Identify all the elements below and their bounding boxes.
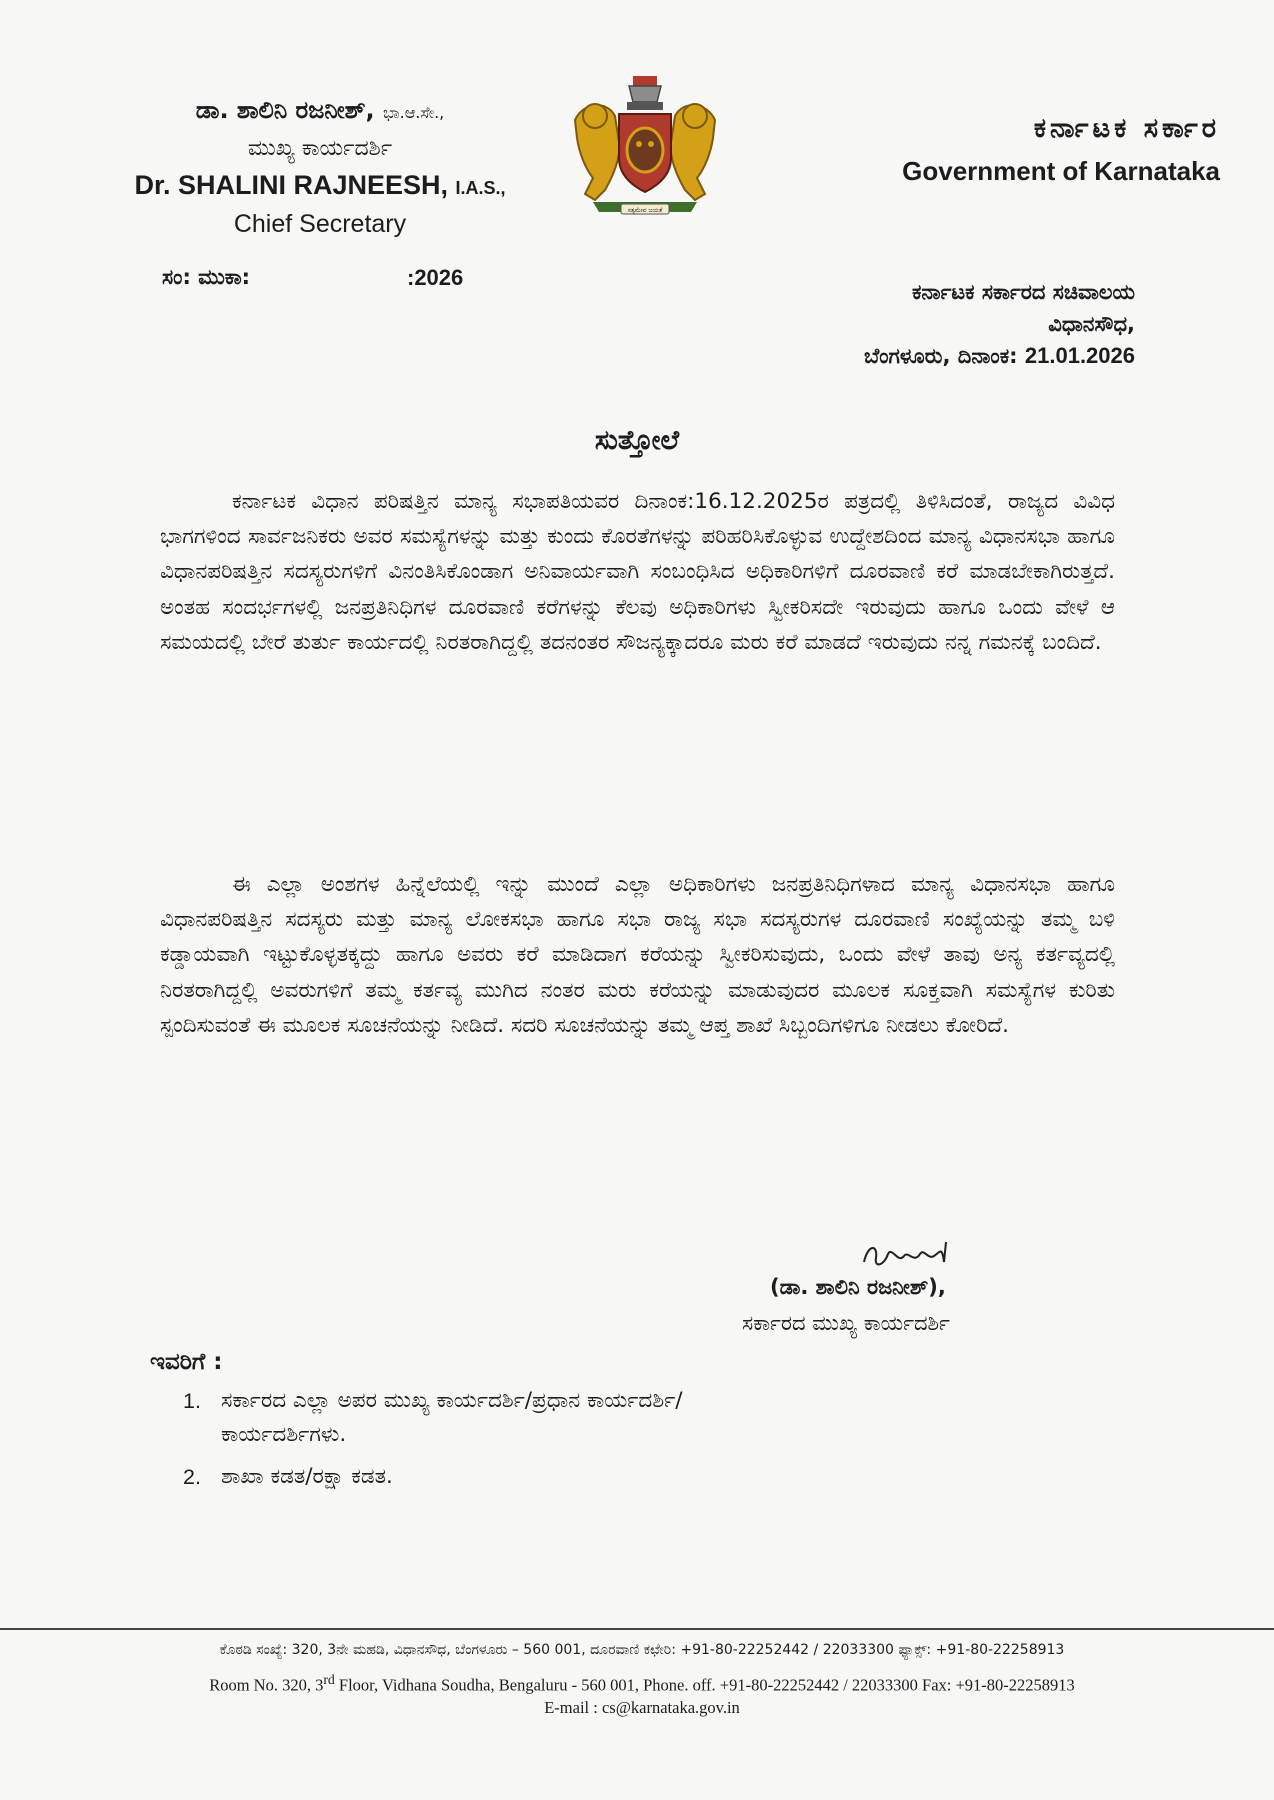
office-block (700, 276, 1135, 372)
officer-name-en: Dr. SHALINI RAJNEESH, I.A.S., (134, 170, 506, 200)
body-paragraph-2: ಈ ಎಲ್ಲಾ ಅಂಶಗಳ ಹಿನ್ನೆಲೆಯಲ್ಲಿ ಇನ್ನು ಮುಂದೆ ಎಲ್ಲಾ ಅಧಿಕಾರಿಗಳು ಜನಪ್ರತಿನಿಧಿಗಳಾದ ಮಾನ್ಯ ವಿಧಾನಸಭಾ ಹಾಗೂ ವಿಧಾನಪರಿಷತ್ತಿನ ಸದಸ್ಯರು ಮತ್ತು ಮಾನ್ಯ ಲೋಕಸಭಾ ಹಾಗೂ ಸಭಾ ರಾಜ್ಯ ಸಭಾ ಸದಸ್ಯರುಗಳ ದೂರವಾಣಿ ಸಂಖ್ಯೆಯನ್ನು ತಮ್ಮ ಬಳಿ ಕಡ್ಡಾಯವಾಗಿ ಇಟ್ಟುಕೊಳ್ಳತಕ್ಕದ್ದು ಹಾಗೂ ಅವರು ಕರೆ ಮಾಡಿದಾಗ ಕರೆಯನ್ನು ಸ್ವೀಕರಿಸುವುದು, ಒಂದು ವೇಳೆ ತಾವು ಅನ್ಯ ಕರ್ತವ್ಯದಲ್ಲಿ ನಿರತರಾಗಿದ್ದಲ್ಲಿ ಅವರುಗಳಿಗೆ ತಮ್ಮ ಕರ್ತವ್ಯ ಮುಗಿದ ನಂತರ ಮರು ಕರೆಯನ್ನು ಮಾಡುವುದರ ಮೂಲಕ ಸೂಕ್ತವಾಗಿ ಸಮಸ್ಯೆಗಳ ಕುರಿತು ಸ್ಪಂದಿಸುವಂತೆ ಈ ಮೂಲಕ ಸೂಚನೆಯನ್ನು ನೀಡಿದೆ. ಸದರಿ ಸೂಚನೆಯನ್ನು ತಮ್ಮ ಆಪ್ತ ಶಾಖೆ ಸಿಬ್ಬಂದಿಗಳಿಗೂ ನೀಡಲು ಕೋರಿದೆ. (160, 872, 1115, 1038)
government-kn: ಕರ್ನಾಟಕ ಸರ್ಕಾರ (1033, 113, 1220, 144)
footer-address-kn: ಕೊಠಡಿ ಸಂಖ್ಯೆ: 320, 3ನೇ ಮಹಡಿ, ವಿಧಾನಸೌಧ, ಬೆಂಗಳೂರು – 560 001, ದೂರವಾಣಿ ಕಛೇರಿ: +91-80-22252442 / 22033300 ಫ್ಯಾಕ್ಸ್: +91-80-22258913 (219, 1642, 1065, 1658)
document-title: ಸುತ್ತೋಲೆ (594, 425, 680, 456)
reference-number: :2026 (407, 265, 464, 290)
recipients-label: ಇವರಿಗೆ : (150, 1349, 223, 1375)
list-item: 1. ಸರ್ಕಾರದ ಎಲ್ಲಾ ಅಪರ ಮುಖ್ಯ ಕಾರ್ಯದರ್ಶಿ/ಪ್ರಧಾನ ಕಾರ್ಯದರ್ಶಿ/ (183, 1388, 683, 1413)
office-line-2: ವಿಧಾನಸೌಧ, (1048, 312, 1135, 336)
government-en: Government of Karnataka (902, 156, 1220, 186)
signatory-name: (ಡಾ. ಶಾಲಿನಿ ರಜನೀಶ್), (770, 1275, 946, 1299)
letterhead-right (840, 108, 1220, 192)
karnataka-emblem-icon (565, 72, 725, 220)
letterhead-left (100, 92, 540, 242)
officer-designation-kn: ಮುಖ್ಯ ಕಾರ್ಯದರ್ಶಿ (247, 136, 393, 161)
officer-designation-en: Chief Secretary (233, 210, 407, 238)
recipients-list (183, 1384, 1083, 1494)
list-item: 2. ಶಾಖಾ ಕಡತ/ರಕ್ಷಾ ಕಡತ. (183, 1464, 393, 1489)
signature-scrawl (858, 1236, 958, 1276)
office-date-line: ಬೆಂಗಳೂರು, ದಿನಾಂಕ: 21.01.2026 (864, 343, 1135, 368)
emblem-motto: ಸತ್ಯಮೇವ ಜಯತೆ (627, 207, 663, 214)
footer-email: E-mail : cs@karnataka.gov.in (544, 1698, 740, 1717)
body-paragraph-1: ಕರ್ನಾಟಕ ವಿಧಾನ ಪರಿಷತ್ತಿನ ಮಾನ್ಯ ಸಭಾಪತಿಯವರ ದಿನಾಂಕ:16.12.2025ರ ಪತ್ರದಲ್ಲಿ ತಿಳಿಸಿದಂತೆ, ರಾಜ್ಯದ ವಿವಿಧ ಭಾಗಗಳಿಂದ ಸಾರ್ವಜನಿಕರು ಅವರ ಸಮಸ್ಯೆಗಳನ್ನು ಮತ್ತು ಕುಂದು ಕೊರತೆಗಳನ್ನು ಪರಿಹರಿಸಿಕೊಳ್ಳುವ ಉದ್ದೇಶದಿಂದ ಮಾನ್ಯ ವಿಧಾನಸಭಾ ಹಾಗೂ ವಿಧಾನಪರಿಷತ್ತಿನ ಸದಸ್ಯರುಗಳಿಗೆ ವಿನಂತಿಸಿಕೊಂಡಾಗ ಅನಿವಾರ್ಯವಾಗಿ ಸಂಬಂಧಿಸಿದ ಅಧಿಕಾರಿಗಳಿಗೆ ದೂರವಾಣಿ ಕರೆ ಮಾಡಬೇಕಾಗಿರುತ್ತದೆ. ಅಂತಹ ಸಂದರ್ಭಗಳಲ್ಲಿ ಜನಪ್ರತಿನಿಧಿಗಳ ದೂರವಾಣಿ ಕರೆಗಳನ್ನು ಕೆಲವು ಅಧಿಕಾರಿಗಳು ಸ್ವೀಕರಿಸದೇ ಇರುವುದು ಹಾಗೂ ಒಂದು ವೇಳೆ ಆ ಸಮಯದಲ್ಲಿ ಬೇರೆ ತುರ್ತು ಕಾರ್ಯದಲ್ಲಿ ನಿರತರಾಗಿದ್ದಲ್ಲಿ ತದನಂತರ ಸೌಜನ್ಯಕ್ಕಾದರೂ ಮರು ಕರೆ ಮಾಡದೆ ಇರುವುದು ನನ್ನ ಗಮನಕ್ಕೆ ಬಂದಿದೆ. (160, 489, 1115, 655)
officer-name-kn: ಡಾ. ಶಾಲಿನಿ ರಜನೀಶ್, ಭಾ.ಆ.ಸೇ., (195, 96, 445, 124)
issue-date: 21.01.2026 (1024, 343, 1135, 368)
footer-divider (0, 1628, 1274, 1630)
signatory-designation: ಸರ್ಕಾರದ ಮುಖ್ಯ ಕಾರ್ಯದರ್ಶಿ (742, 1311, 950, 1335)
office-line-1: ಕರ್ನಾಟಕ ಸರ್ಕಾರದ ಸಚಿವಾಲಯ (911, 280, 1135, 304)
reference-label: ಸಂ: ಮುಕಾ: (162, 265, 251, 289)
footer-address-en: Room No. 320, 3rd Floor, Vidhana Soudha, Bengaluru - 560 001, Phone. off. +91-80-22252442 / 22033300 Fax: +91-80-22258913 (209, 1672, 1075, 1695)
list-item-continuation: ಕಾರ್ಯದರ್ಶಿಗಳು. (221, 1422, 347, 1447)
